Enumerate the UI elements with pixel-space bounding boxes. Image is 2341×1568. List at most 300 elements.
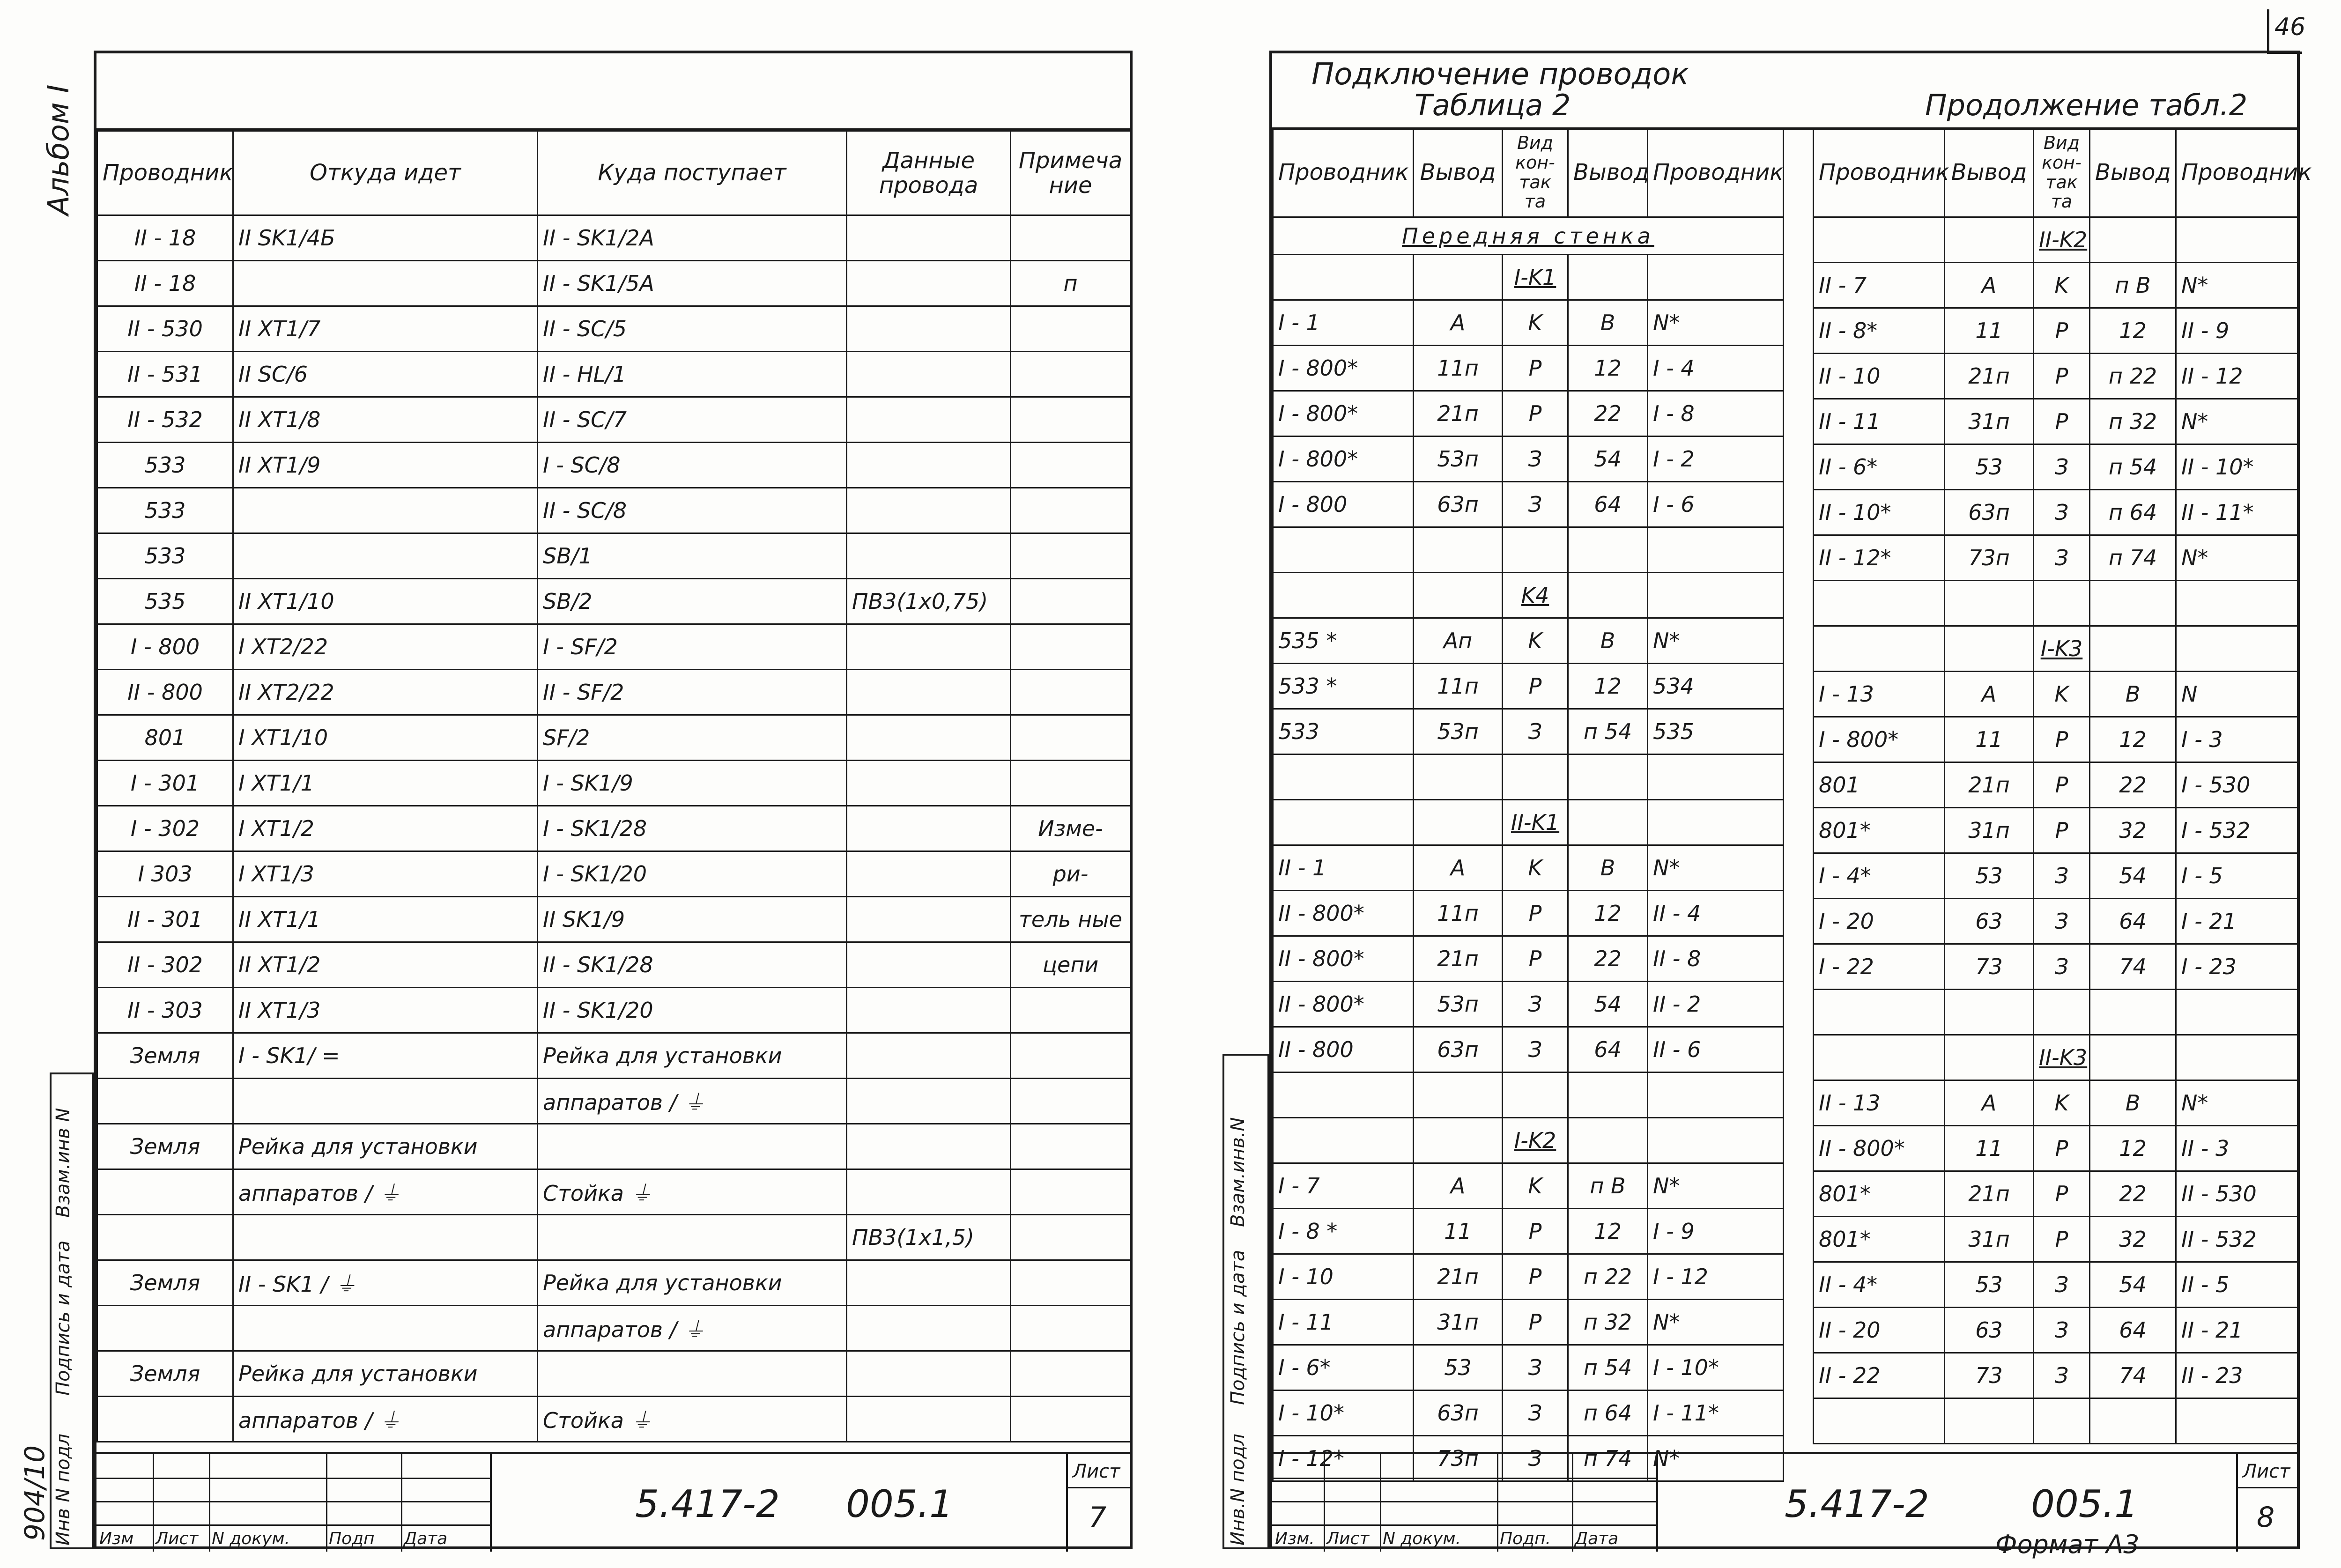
- table-cell: 12: [1568, 346, 1648, 391]
- table-cell: [2090, 1035, 2176, 1080]
- table-cell: З: [1503, 1436, 1568, 1481]
- table-cell: N*: [2176, 263, 2298, 308]
- table-cell: [1011, 1215, 1131, 1260]
- table-cell: II - 2: [1648, 982, 1784, 1027]
- table-cell: K: [2034, 263, 2090, 308]
- table-cell: K4: [1503, 573, 1568, 618]
- left-stamp-revision-block: [96, 1454, 492, 1552]
- table-cell: 11п: [1414, 891, 1503, 936]
- table-row: [1273, 346, 1784, 391]
- table-cell: [847, 806, 1011, 851]
- table-cell: P: [2034, 1126, 2090, 1171]
- table-cell: 31п: [1945, 399, 2034, 444]
- left-sheet-box: [1066, 1454, 1132, 1552]
- table-cell: K: [2034, 1080, 2090, 1126]
- table-row: [1814, 1035, 2298, 1080]
- right-page-number: 46: [2274, 13, 2306, 41]
- table-row: [97, 261, 1131, 306]
- table-cell: [1568, 754, 1648, 800]
- table-cell: I - 12*: [1273, 1436, 1414, 1481]
- table-cell: [1011, 1306, 1131, 1351]
- table-cell: II - 10*: [1814, 490, 1945, 535]
- table-cell: P: [2034, 354, 2090, 399]
- table-cell: I - SC/8: [538, 443, 847, 488]
- table-cell: 63п: [1414, 1027, 1503, 1072]
- table-row: [97, 215, 1131, 261]
- table-cell: K: [1503, 300, 1568, 346]
- table-cell: P: [1503, 664, 1568, 709]
- table-cell: [847, 624, 1011, 670]
- table-cell: [1814, 1035, 1945, 1080]
- album-label: Альбом I: [41, 84, 75, 215]
- table-row: [97, 988, 1131, 1033]
- table-cell: P: [2034, 1217, 2090, 1262]
- table-cell: [1011, 670, 1131, 715]
- t1-header-contact-type: Вид кон- так та: [1503, 128, 1568, 217]
- table-cell: I - 5: [2176, 853, 2298, 899]
- table-cell: I XT1/10: [233, 715, 538, 761]
- table-cell: A: [1945, 672, 2034, 717]
- table-cell: 11: [1945, 1126, 2034, 1171]
- table-cell: B: [2090, 1080, 2176, 1126]
- table-cell: [1011, 1124, 1131, 1169]
- table-cell: II - HL/1: [538, 352, 847, 397]
- table-cell: п 32: [2090, 399, 2176, 444]
- table-cell: [2034, 581, 2090, 626]
- table-cell: Рейка для установки: [538, 1260, 847, 1306]
- table-cell: Стойка ⏚: [538, 1169, 847, 1215]
- table-cell: [1011, 1397, 1131, 1442]
- table-row: [1273, 436, 1784, 482]
- table-row: [97, 670, 1131, 715]
- header-from: Откуда идет: [233, 131, 538, 215]
- table-row: [97, 1079, 1131, 1124]
- table-cell: II - 800*: [1273, 936, 1414, 982]
- table-cell: II - SK1/28: [538, 942, 847, 988]
- table-cell: I - 13: [1814, 672, 1945, 717]
- table-cell: P: [2034, 762, 2090, 808]
- table-cell: K: [1503, 1163, 1568, 1209]
- table-cell: II - 800*: [1814, 1126, 1945, 1171]
- table-cell: Aп: [1414, 618, 1503, 664]
- table-cell: [1648, 255, 1784, 300]
- table-cell: II - 12: [2176, 354, 2298, 399]
- table-cell: I XT1/1: [233, 761, 538, 806]
- table-cell: 21п: [1414, 936, 1503, 982]
- table-cell: 53п: [1414, 709, 1503, 754]
- table-cell: [2176, 626, 2298, 672]
- table-cell: Рейка для установки: [233, 1351, 538, 1397]
- table-cell: 32: [2090, 808, 2176, 853]
- table-cell: II - SF/2: [538, 670, 847, 715]
- table-cell: аппаратов / ⏚: [538, 1079, 847, 1124]
- table-row: [1814, 1353, 2298, 1398]
- table-cell: 533: [1273, 709, 1414, 754]
- table-cell: 73п: [1414, 1436, 1503, 1481]
- table-cell: II - 6*: [1814, 444, 1945, 490]
- table-cell: [538, 1215, 847, 1260]
- table-row: [1814, 1171, 2298, 1217]
- table-cell: II - 21: [2176, 1308, 2298, 1353]
- table-row: [1814, 672, 2298, 717]
- table-row: [1273, 1118, 1784, 1163]
- table-cell: 73п: [1945, 535, 2034, 581]
- table-cell: [97, 1215, 233, 1260]
- table-cell: P: [2034, 717, 2090, 762]
- table-cell: Земля: [97, 1033, 233, 1079]
- table-cell: P: [1503, 1300, 1568, 1345]
- left-doc-code: 5.417-2: [635, 1482, 780, 1526]
- table-cell: I - 7: [1273, 1163, 1414, 1209]
- table-cell: II SK1/4Б: [233, 215, 538, 261]
- table-cell: [1011, 533, 1131, 579]
- table-cell: [1011, 1033, 1131, 1079]
- table-cell: I - 6*: [1273, 1345, 1414, 1390]
- table-cell: [1011, 397, 1131, 443]
- table-cell: II - 11: [1814, 399, 1945, 444]
- right-doc-code: 5.417-2: [1785, 1482, 1929, 1526]
- table-cell: 22: [2090, 762, 2176, 808]
- side-label-replace: Взам.инв N: [52, 1108, 74, 1218]
- table-cell: [847, 670, 1011, 715]
- table-cell: п 54: [1568, 1345, 1648, 1390]
- table-cell: [1814, 217, 1945, 263]
- right-stamp-label-sign: Подп.: [1500, 1529, 1551, 1548]
- table-cell: II - 1: [1273, 845, 1414, 891]
- table-cell: З: [1503, 1390, 1568, 1436]
- table-cell: SB/2: [538, 579, 847, 624]
- right-sheet-box: [2236, 1454, 2299, 1552]
- table-cell: 801*: [1814, 1171, 1945, 1217]
- table-cell: [847, 488, 1011, 533]
- table-row: [1814, 444, 2298, 490]
- left-sheet-top-band: [94, 51, 1133, 130]
- table-row: [1273, 800, 1784, 845]
- t2-header-terminal: Вывод: [1945, 128, 2034, 217]
- stamp-label-sheet: Лист: [156, 1529, 199, 1548]
- table-cell: [97, 1306, 233, 1351]
- table-row: [1814, 853, 2298, 899]
- table-cell: [847, 715, 1011, 761]
- table-row: [1814, 1126, 2298, 1171]
- table-cell: [1273, 527, 1414, 573]
- table-row: [97, 851, 1131, 897]
- table-cell: 21п: [1414, 1254, 1503, 1300]
- table-cell: [847, 1033, 1011, 1079]
- table-cell: 53п: [1414, 436, 1503, 482]
- table-cell: I - 8 *: [1273, 1209, 1414, 1254]
- table-cell: A: [1414, 300, 1503, 346]
- table-row: [1273, 891, 1784, 936]
- table-cell: [1568, 1072, 1648, 1118]
- table-cell: I - 530: [2176, 762, 2298, 808]
- table-cell: B: [1568, 300, 1648, 346]
- table-row: [1273, 1072, 1784, 1118]
- table-cell: [97, 1169, 233, 1215]
- table-cell: 63: [1945, 899, 2034, 944]
- table-row: [1273, 1027, 1784, 1072]
- table-cell: II - 22: [1814, 1353, 1945, 1398]
- table-cell: II - 11*: [2176, 490, 2298, 535]
- table-cell: II - 13: [1814, 1080, 1945, 1126]
- table-cell: Земля: [97, 1124, 233, 1169]
- table-cell: II - 800*: [1273, 891, 1414, 936]
- table-cell: I - 800: [1273, 482, 1414, 527]
- table-cell: II - 18: [97, 215, 233, 261]
- table-cell: З: [1503, 982, 1568, 1027]
- table-cell: [847, 261, 1011, 306]
- table-cell: 535: [1648, 709, 1784, 754]
- table-cell: N*: [1648, 1436, 1784, 1481]
- table-row: [1814, 808, 2298, 853]
- table-cell: З: [2034, 899, 2090, 944]
- table-cell: тель ные: [1011, 897, 1131, 942]
- table-cell: [233, 1215, 538, 1260]
- table-cell: 31п: [1945, 1217, 2034, 1262]
- table-cell: 11: [1945, 717, 2034, 762]
- table-cell: I XT2/22: [233, 624, 538, 670]
- connection-table-1-body: [1273, 255, 1784, 1481]
- table-cell: Земля: [97, 1351, 233, 1397]
- table-cell: I - 10*: [1648, 1345, 1784, 1390]
- right-stamp-revision-block: [1272, 1454, 1658, 1552]
- table-cell: I - 20: [1814, 899, 1945, 944]
- table-cell: 63п: [1414, 1390, 1503, 1436]
- table-cell: II - 532: [2176, 1217, 2298, 1262]
- table-cell: Стойка ⏚: [538, 1397, 847, 1442]
- table-cell: II - 302: [97, 942, 233, 988]
- table-cell: I-K2: [1503, 1118, 1568, 1163]
- table-cell: II - 10: [1814, 354, 1945, 399]
- table-cell: P: [1503, 891, 1568, 936]
- table-cell: 73: [1945, 1353, 2034, 1398]
- table-cell: N*: [1648, 300, 1784, 346]
- table-cell: [1011, 306, 1131, 352]
- table-cell: SF/2: [538, 715, 847, 761]
- table-cell: [2090, 581, 2176, 626]
- table-row: [1273, 754, 1784, 800]
- table-cell: II - SC/5: [538, 306, 847, 352]
- table-cell: [1648, 527, 1784, 573]
- table-cell: SB/1: [538, 533, 847, 579]
- table-cell: II XT1/8: [233, 397, 538, 443]
- table-cell: P: [1503, 936, 1568, 982]
- table-cell: B: [1568, 618, 1648, 664]
- table-cell: P: [1503, 391, 1568, 436]
- table-cell: [1011, 1079, 1131, 1124]
- table-row: [1273, 573, 1784, 618]
- table-cell: II - 10*: [2176, 444, 2298, 490]
- table-cell: P: [2034, 308, 2090, 354]
- table-cell: [2176, 990, 2298, 1035]
- table-cell: [1011, 1260, 1131, 1306]
- table-cell: II - 12*: [1814, 535, 1945, 581]
- table-cell: [1945, 581, 2034, 626]
- side-label-inv: Инв N подл: [52, 1434, 74, 1546]
- t2-header-conductor-2: Проводник: [2176, 128, 2298, 217]
- table-cell: 53: [1945, 853, 2034, 899]
- table-cell: I - 532: [2176, 808, 2298, 853]
- table-cell: 12: [2090, 308, 2176, 354]
- table-row: [97, 579, 1131, 624]
- table-row: [1273, 1300, 1784, 1345]
- table-cell: [97, 1397, 233, 1442]
- table-cell: I - 8: [1648, 391, 1784, 436]
- table-cell: 12: [1568, 1209, 1648, 1254]
- table-cell: P: [2034, 399, 2090, 444]
- table-cell: I - 800*: [1273, 391, 1414, 436]
- table-cell: [2176, 217, 2298, 263]
- table-cell: З: [1503, 482, 1568, 527]
- table-cell: [233, 533, 538, 579]
- table-cell: п B: [1568, 1163, 1648, 1209]
- table-cell: II XT1/3: [233, 988, 538, 1033]
- table-cell: 53: [1945, 1262, 2034, 1308]
- table-row: [1273, 1345, 1784, 1390]
- table-cell: [847, 443, 1011, 488]
- table-cell: A: [1414, 1163, 1503, 1209]
- table-cell: II - 6: [1648, 1027, 1784, 1072]
- table-cell: 801: [1814, 762, 1945, 808]
- table-cell: 64: [1568, 482, 1648, 527]
- table-cell: II - SK1/5A: [538, 261, 847, 306]
- table-cell: II - 531: [97, 352, 233, 397]
- table-row: [1273, 1254, 1784, 1300]
- table-cell: II - 20: [1814, 1308, 1945, 1353]
- table-cell: З: [2034, 853, 2090, 899]
- right-side-label-inv: Инв.N подл: [1227, 1434, 1249, 1546]
- table-cell: [1503, 754, 1568, 800]
- table-cell: [2090, 217, 2176, 263]
- table-cell: B: [1568, 845, 1648, 891]
- table-cell: K: [1503, 618, 1568, 664]
- table-cell: I - SF/2: [538, 624, 847, 670]
- table-cell: I - 800*: [1273, 436, 1414, 482]
- table-cell: I XT1/3: [233, 851, 538, 897]
- table-cell: [1945, 1035, 2034, 1080]
- table-cell: II - SC/8: [538, 488, 847, 533]
- table-cell: II-K3: [2034, 1035, 2090, 1080]
- table-cell: 12: [1568, 891, 1648, 936]
- table-cell: 63: [1945, 1308, 2034, 1353]
- table-cell: N*: [1648, 845, 1784, 891]
- t2-header-conductor: Проводник: [1814, 128, 1945, 217]
- table-cell: [1273, 573, 1414, 618]
- table-cell: 11п: [1414, 664, 1503, 709]
- table-cell: п B: [2090, 263, 2176, 308]
- table-cell: 535: [97, 579, 233, 624]
- table-row: [1273, 982, 1784, 1027]
- table-cell: [847, 897, 1011, 942]
- table-cell: K: [2034, 672, 2090, 717]
- inventory-number: 904/10: [19, 1445, 51, 1541]
- table-cell: З: [2034, 944, 2090, 990]
- table-cell: N: [2176, 672, 2298, 717]
- table-row: [1273, 391, 1784, 436]
- table-cell: I - 1: [1273, 300, 1414, 346]
- table-cell: Земля: [97, 1260, 233, 1306]
- table-cell: II - 23: [2176, 1353, 2298, 1398]
- table-cell: 22: [2090, 1171, 2176, 1217]
- table-row: [97, 352, 1131, 397]
- table-row: [1273, 618, 1784, 664]
- table-cell: A: [1945, 1080, 2034, 1126]
- table-cell: [1011, 715, 1131, 761]
- table-cell: [1414, 527, 1503, 573]
- stamp-label-date: Дата: [404, 1529, 448, 1548]
- table-cell: [847, 851, 1011, 897]
- table-cell: I - 12: [1648, 1254, 1784, 1300]
- table-cell: II - 800: [1273, 1027, 1414, 1072]
- table-row: [1814, 990, 2298, 1035]
- table-cell: 53п: [1414, 982, 1503, 1027]
- table-cell: п 54: [1568, 709, 1648, 754]
- table-cell: аппаратов / ⏚: [233, 1169, 538, 1215]
- table-cell: п 22: [2090, 354, 2176, 399]
- table-cell: N*: [1648, 1300, 1784, 1345]
- table-cell: I - 6: [1648, 482, 1784, 527]
- table-cell: II - 800*: [1273, 982, 1414, 1027]
- table-cell: I - 21: [2176, 899, 2298, 944]
- table-cell: 54: [1568, 436, 1648, 482]
- t1-header-conductor-2: Проводник: [1648, 128, 1784, 217]
- table-cell: [847, 1124, 1011, 1169]
- table-cell: II - 4: [1648, 891, 1784, 936]
- table-cell: [538, 1124, 847, 1169]
- table-cell: A: [1945, 263, 2034, 308]
- table-cell: A: [1414, 845, 1503, 891]
- table-cell: K: [1503, 845, 1568, 891]
- table-row: [1814, 217, 2298, 263]
- table-cell: [233, 1306, 538, 1351]
- table-cell: [1011, 443, 1131, 488]
- table-row: [1273, 1390, 1784, 1436]
- table-cell: [1011, 761, 1131, 806]
- table-cell: 54: [1568, 982, 1648, 1027]
- table-cell: [1414, 573, 1503, 618]
- table-cell: [1011, 1169, 1131, 1215]
- table-cell: [233, 1079, 538, 1124]
- table-cell: II - 9: [2176, 308, 2298, 354]
- table-row: [1273, 527, 1784, 573]
- table-row: [97, 715, 1131, 761]
- table-cell: [1648, 1072, 1784, 1118]
- table-cell: II XT1/2: [233, 942, 538, 988]
- table-cell: 64: [2090, 899, 2176, 944]
- table-row: [97, 1169, 1131, 1215]
- table-cell: II SK1/9: [538, 897, 847, 942]
- table-cell: II - 3: [2176, 1126, 2298, 1171]
- table-cell: I - SK1/28: [538, 806, 847, 851]
- table-cell: [847, 1079, 1011, 1124]
- table-cell: [1273, 1072, 1414, 1118]
- table-cell: II-K2: [2034, 217, 2090, 263]
- table-cell: [1945, 990, 2034, 1035]
- table-cell: 53: [1414, 1345, 1503, 1390]
- table-row: [1273, 482, 1784, 527]
- table-cell: 21п: [1414, 391, 1503, 436]
- table-cell: [1011, 988, 1131, 1033]
- table-cell: II XT1/1: [233, 897, 538, 942]
- table-cell: 22: [1568, 391, 1648, 436]
- table-cell: 535 *: [1273, 618, 1414, 664]
- right-doc-sub: 005.1: [2031, 1482, 2139, 1526]
- table-row: [1273, 255, 1784, 300]
- table-row: [1814, 1217, 2298, 1262]
- right-sheet-label: Лист: [2243, 1461, 2290, 1482]
- table-cell: I 303: [97, 851, 233, 897]
- table-cell: II SC/6: [233, 352, 538, 397]
